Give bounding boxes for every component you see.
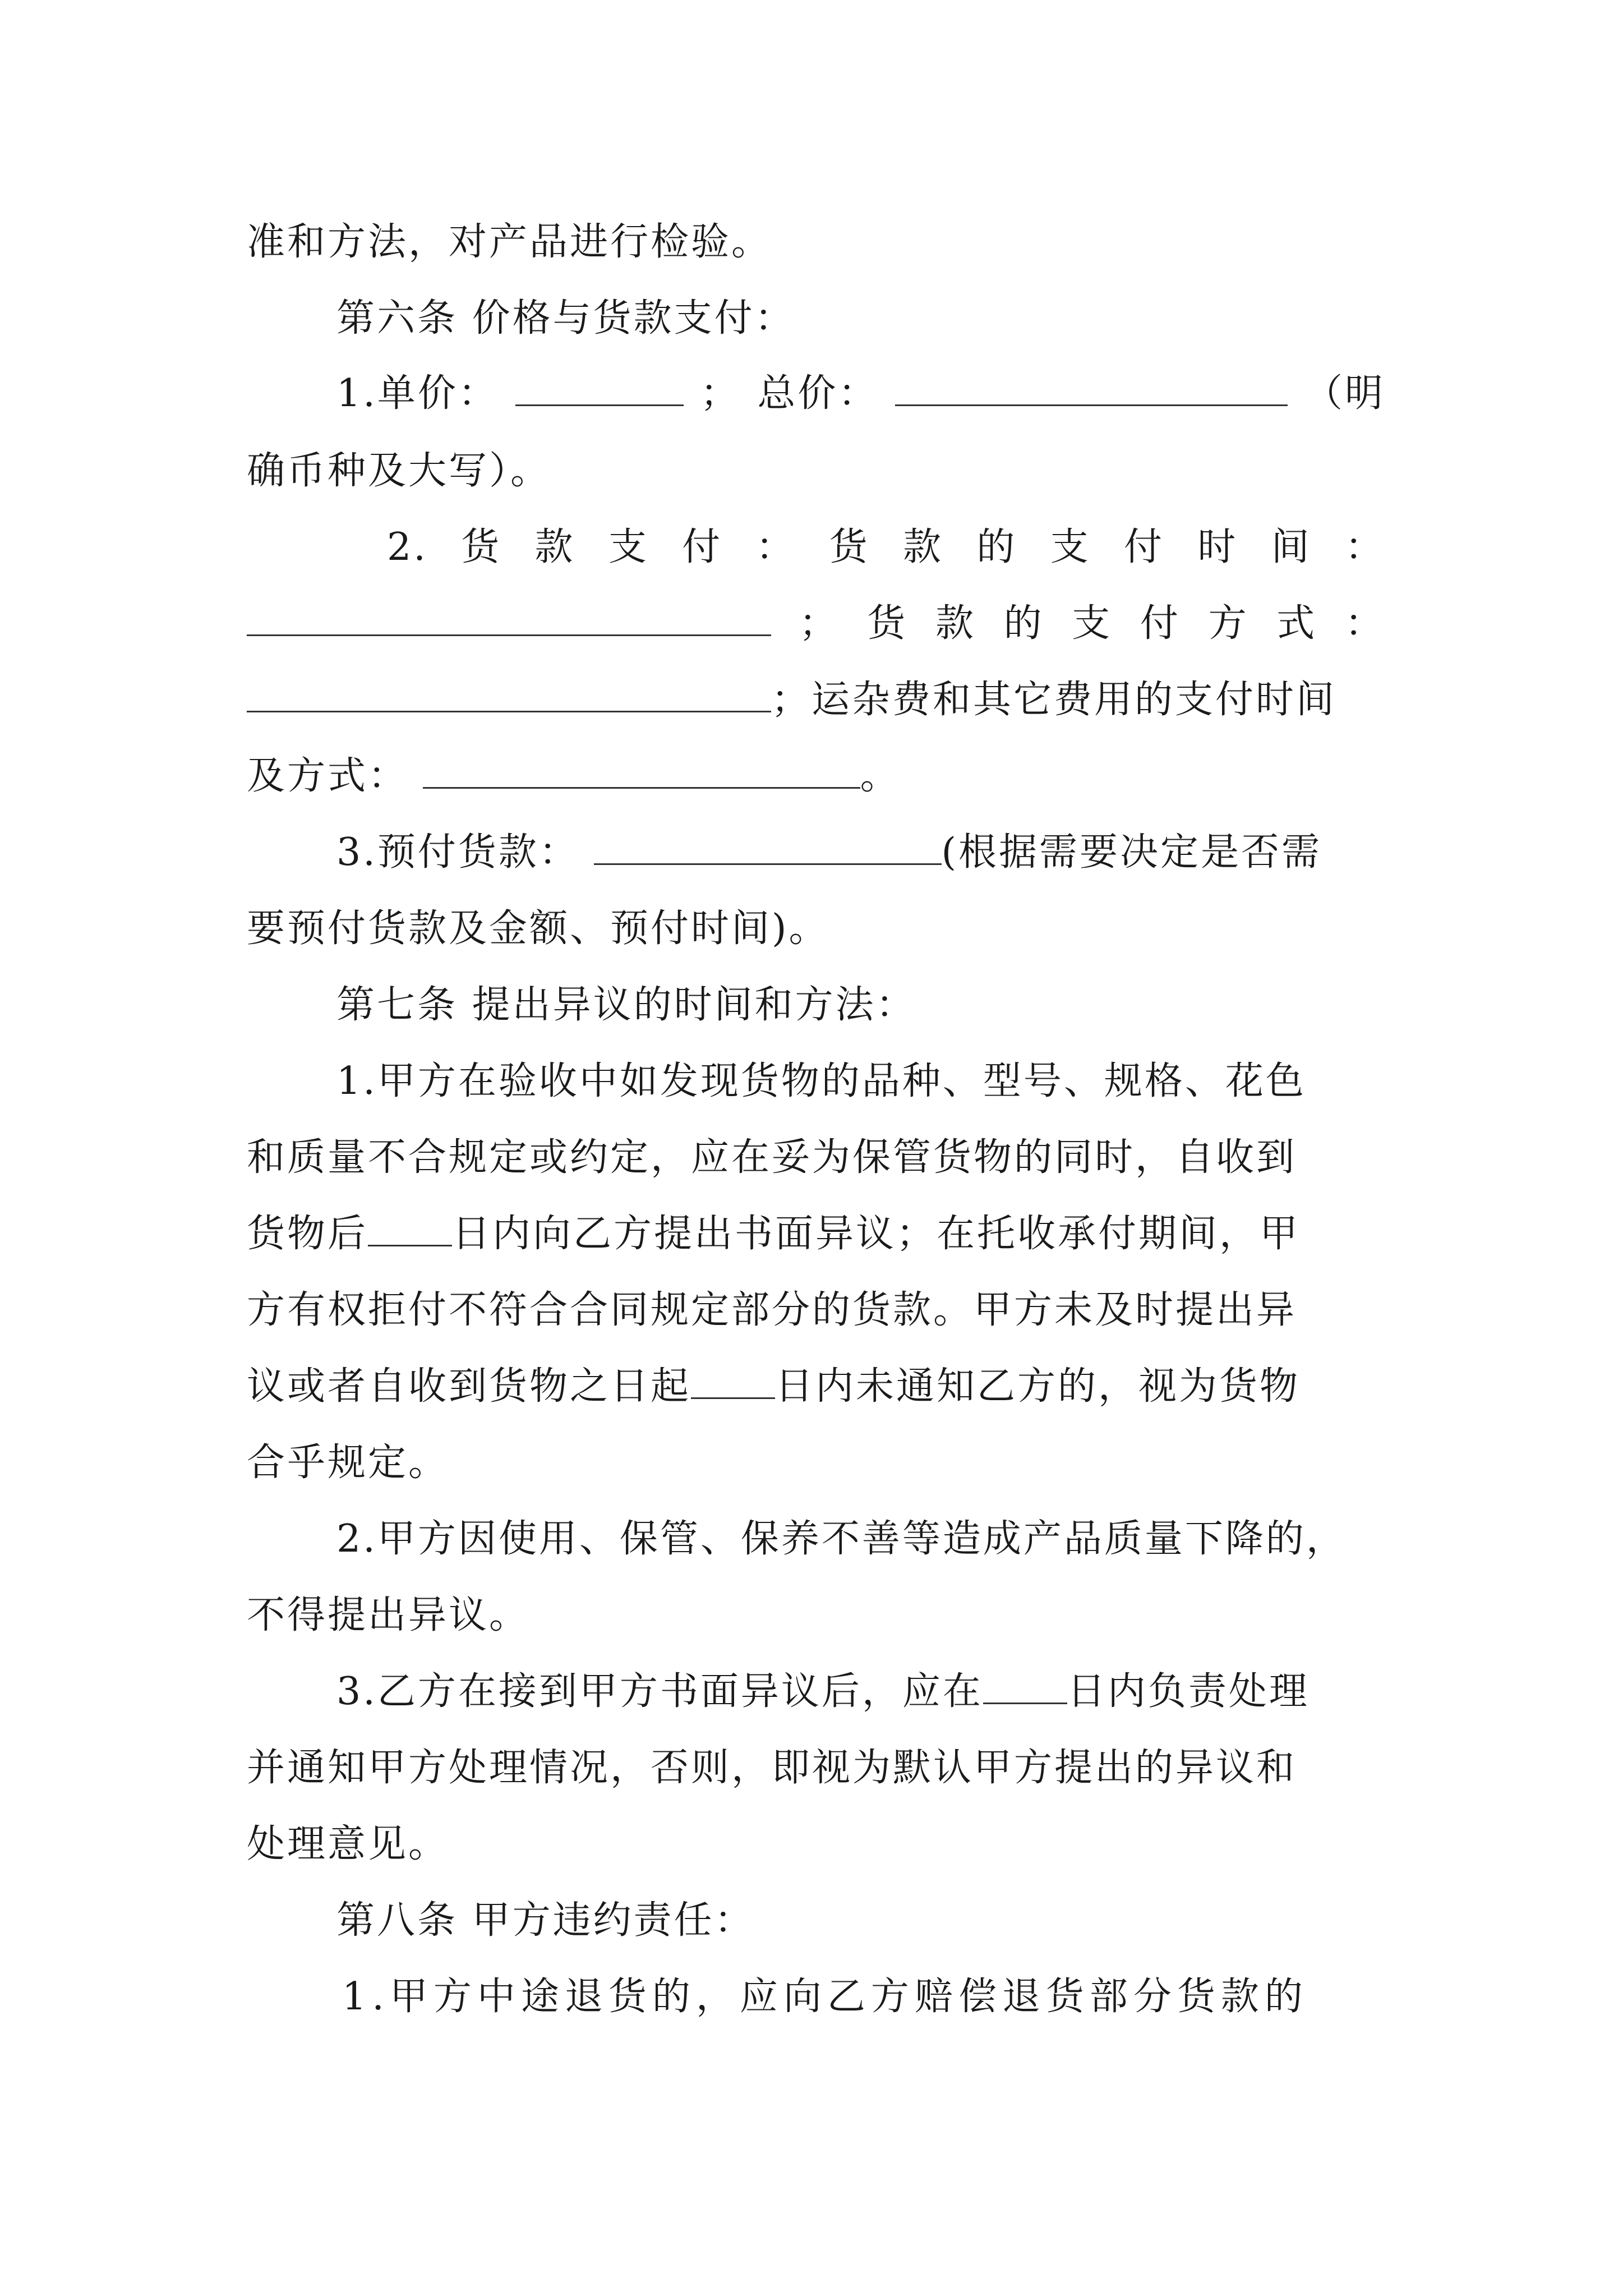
char: 付: [682, 525, 723, 569]
separator: ；: [700, 371, 741, 416]
unit-price-label: 1.单价：: [336, 371, 499, 416]
total-price-label: 总价：: [757, 371, 879, 416]
char: 货: [867, 601, 908, 646]
line-text: 确币种及大写）。: [247, 449, 551, 493]
char: 2.: [387, 525, 428, 569]
line-text: 。: [860, 754, 901, 798]
payment-line-d: [247, 743, 1385, 810]
text-line: [247, 1582, 1385, 1649]
char: 的: [1003, 601, 1044, 646]
char: 付: [1124, 525, 1165, 569]
char: 款: [935, 601, 976, 646]
line-text: 日内未通知乙方的，视为货物: [775, 1364, 1301, 1409]
text-line: [247, 1200, 1385, 1268]
line-text: 3.预付货款：: [336, 830, 579, 875]
char: 货: [461, 525, 502, 569]
price-line: [336, 360, 1385, 427]
char: 支: [608, 525, 649, 569]
line-text: 处理意见。: [247, 1822, 449, 1866]
char: ：: [1344, 601, 1385, 646]
line-text: 第八条 甲方违约责任：: [336, 1898, 755, 1943]
line-text: 日内负责处理: [1067, 1669, 1310, 1714]
line-text: 日内向乙方提出书面异议；在托收承付期间，甲: [452, 1212, 1301, 1256]
line-text: 第七条 提出异议的时间和方法：: [336, 983, 916, 1027]
line-text: 要预付货款及金额、预付时间)。: [247, 907, 829, 951]
text-line: [247, 895, 1385, 963]
text-line: [247, 1811, 1385, 1878]
payment-line-c: [247, 666, 1385, 734]
days-blank[interactable]: [368, 1201, 452, 1246]
char: ：: [1344, 525, 1385, 569]
days-blank[interactable]: [983, 1659, 1067, 1704]
text-line: [247, 209, 1385, 276]
char: 货: [829, 525, 870, 569]
line-text: 准和方法，对产品进行检验。: [247, 220, 772, 264]
char: 款: [903, 525, 944, 569]
line-text: 3.乙方在接到甲方书面异议后，应在: [336, 1669, 983, 1714]
char: ；: [799, 601, 840, 646]
text-line: [247, 1429, 1385, 1497]
line-text: 第六条 价格与货款支付：: [336, 296, 795, 341]
text-line: [247, 1124, 1385, 1191]
payment-line-a: [387, 514, 1385, 581]
line-text: 和质量不合规定或约定，应在妥为保管货物的同时，自收到: [247, 1135, 1297, 1180]
line-text: 1.甲方中途退货的，应向乙方赔偿退货部分货款的: [342, 1975, 1308, 2019]
unit-price-blank[interactable]: [515, 361, 684, 406]
char: 支: [1050, 525, 1091, 569]
line-text: 2.甲方因使用、保管、保养不善等造成产品质量下降的，: [336, 1517, 1347, 1561]
char: 的: [976, 525, 1017, 569]
total-price-blank[interactable]: [895, 361, 1288, 406]
line-text: (根据需要决定是否需: [941, 830, 1322, 875]
other-fees-blank[interactable]: [423, 743, 860, 789]
text-line: [247, 1277, 1385, 1344]
line-text: 不得提出异议。: [247, 1593, 530, 1637]
line-text: 合乎规定。: [247, 1441, 449, 1485]
char: 款: [534, 525, 575, 569]
article-7-title: [336, 972, 1385, 1039]
text-line: [336, 1506, 1385, 1573]
line-text: 并通知甲方处理情况，否则，即视为默认甲方提出的异议和: [247, 1746, 1297, 1790]
article-6-title: [336, 285, 1385, 352]
text-line: [247, 438, 1385, 505]
char: 时: [1197, 525, 1238, 569]
char: 式: [1276, 601, 1317, 646]
payment-line-b: [247, 590, 1385, 657]
text-line: [247, 1734, 1385, 1802]
payment-time-blank[interactable]: [247, 591, 771, 636]
line-text: ；运杂费和其它费用的支付时间: [771, 678, 1337, 722]
text-line: [342, 1963, 1385, 2031]
note-text: （明: [1304, 371, 1385, 416]
char: 付: [1140, 601, 1181, 646]
text-line: [336, 1658, 1385, 1726]
char: 间: [1271, 525, 1312, 569]
payment-method-blank[interactable]: [247, 667, 771, 712]
line-text: 方有权拒付不符合合同规定部分的货款。甲方未及时提出异: [247, 1288, 1297, 1332]
text-line: [247, 1353, 1385, 1420]
article-8-title: [336, 1887, 1385, 1954]
line-text: 货物后: [247, 1212, 368, 1256]
prepayment-blank[interactable]: [594, 820, 942, 865]
line-text: 议或者自收到货物之日起: [247, 1364, 691, 1409]
text-line: [336, 1048, 1385, 1115]
char: 支: [1072, 601, 1113, 646]
char: 方: [1208, 601, 1249, 646]
line-text: 及方式：: [247, 754, 409, 798]
char: ：: [755, 525, 796, 569]
line-text: 1.甲方在验收中如发现货物的品种、型号、规格、花色: [336, 1059, 1306, 1103]
prepayment-line: [336, 819, 1385, 886]
days-blank[interactable]: [691, 1354, 775, 1399]
